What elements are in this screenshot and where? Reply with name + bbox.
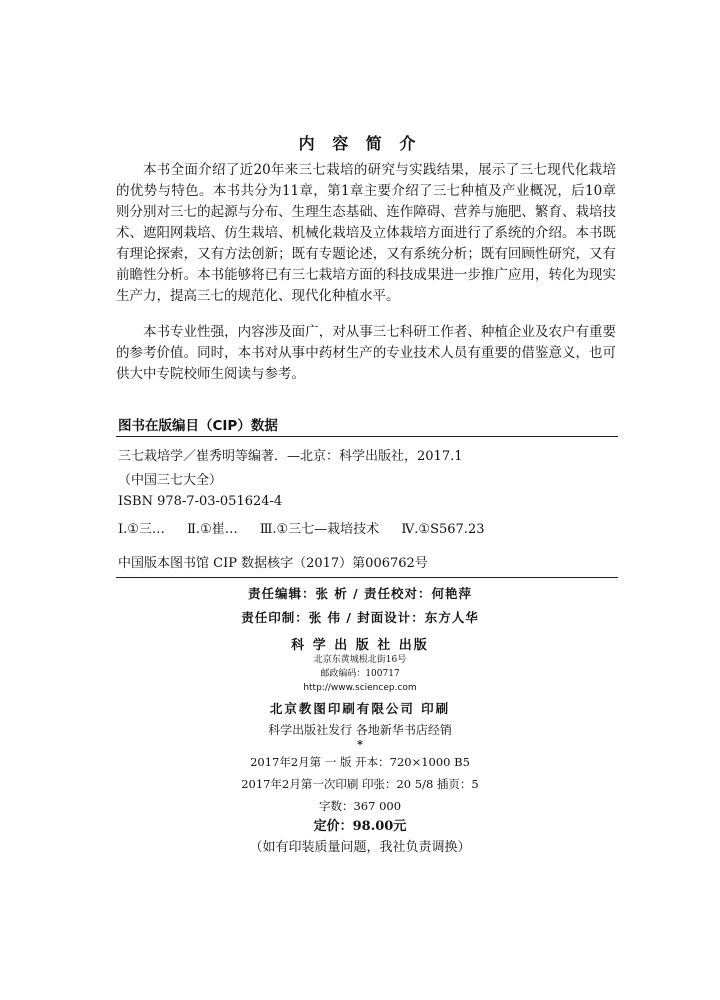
cip-class-4: Ⅳ.①S567.23 — [401, 522, 485, 537]
distribution-line: 科学出版社发行 各地新华书店经销 — [268, 723, 452, 737]
section-title: 内 容 简 介 — [298, 134, 422, 153]
cip-bottom-rule — [116, 577, 618, 578]
publisher-name: 科 学 出 版 社 出版 — [291, 638, 429, 653]
intro-paragraph-1: 本书全面介绍了近20年来三七栽培的研究与实践结果，展示了三七现代化栽培的优势与特色。本书共分为11章，第1章主要介绍了三七种植及产业概况，后10章则分别对三七的起源与分布、生理生态基础、连作障碍、营养与施肥、繁育、栽培技术、遮阳网栽培、仿生栽培、机械化栽培及立体栽培方面进行了系统的介绍。本书既有理论探索，又有方法创新；既有专题论述，又有系统分析；既有回顾性研究，又有前瞻性分析。本书能够将已有三七栽培方面的科技成果进一步推广应用，转化为现实生产力，提高三七的规范化、现代化种植水平。 — [116, 162, 616, 304]
cip-top-rule — [116, 436, 618, 437]
publisher-address: 北京东黄城根北街16号 — [313, 655, 407, 665]
separator-star: * — [357, 738, 363, 751]
publisher-website: http://www.sciencep.com — [303, 683, 417, 693]
price: 定价：98.00元 — [313, 819, 407, 834]
editor-credits: 责任编辑：张 析 / 责任校对：何艳萍 — [247, 586, 473, 601]
printing-spec: 2017年2月第一次印刷 印张：20 5/8 插页：5 — [241, 777, 479, 791]
cip-heading: 图书在版编目（CIP）数据 — [118, 418, 278, 434]
printer-name: 北京教图印刷有限公司 印刷 — [269, 701, 451, 716]
cip-class-3: Ⅲ.①三七—栽培技术 — [259, 522, 380, 537]
cip-isbn-line: ISBN 978-7-03-051624-4 — [118, 494, 283, 509]
edition-spec: 2017年2月第 一 版 开本：720×1000 B5 — [250, 755, 470, 769]
cip-class-2: Ⅱ.①崔… — [187, 522, 238, 537]
production-credits: 责任印制：张 伟 / 封面设计：东方人华 — [241, 610, 479, 625]
intro-paragraph-2: 本书专业性强，内容涉及面广，对从事三七科研工作者、种植企业及农户有重要的参考价值。同时，本书对从事中药材生产的专业技术人员有重要的借鉴意义，也可供大中专院校师生阅读与参考。 — [116, 324, 616, 382]
cip-title-line: 三七栽培学／崔秀明等编著．—北京：科学出版社，2017.1 — [118, 449, 463, 464]
quality-notice: （如有印装质量问题，我社负责调换） — [249, 840, 471, 855]
cip-class-1: Ⅰ.①三… — [118, 522, 165, 537]
cip-series-line: （中国三七大全） — [118, 473, 223, 488]
cip-classification-line — [118, 518, 502, 537]
word-count: 字数：367 000 — [318, 799, 402, 813]
publisher-postcode: 邮政编码：100717 — [320, 669, 400, 679]
cip-record-number: 中国版本图书馆 CIP 数据核字（2017）第006762号 — [118, 556, 428, 571]
